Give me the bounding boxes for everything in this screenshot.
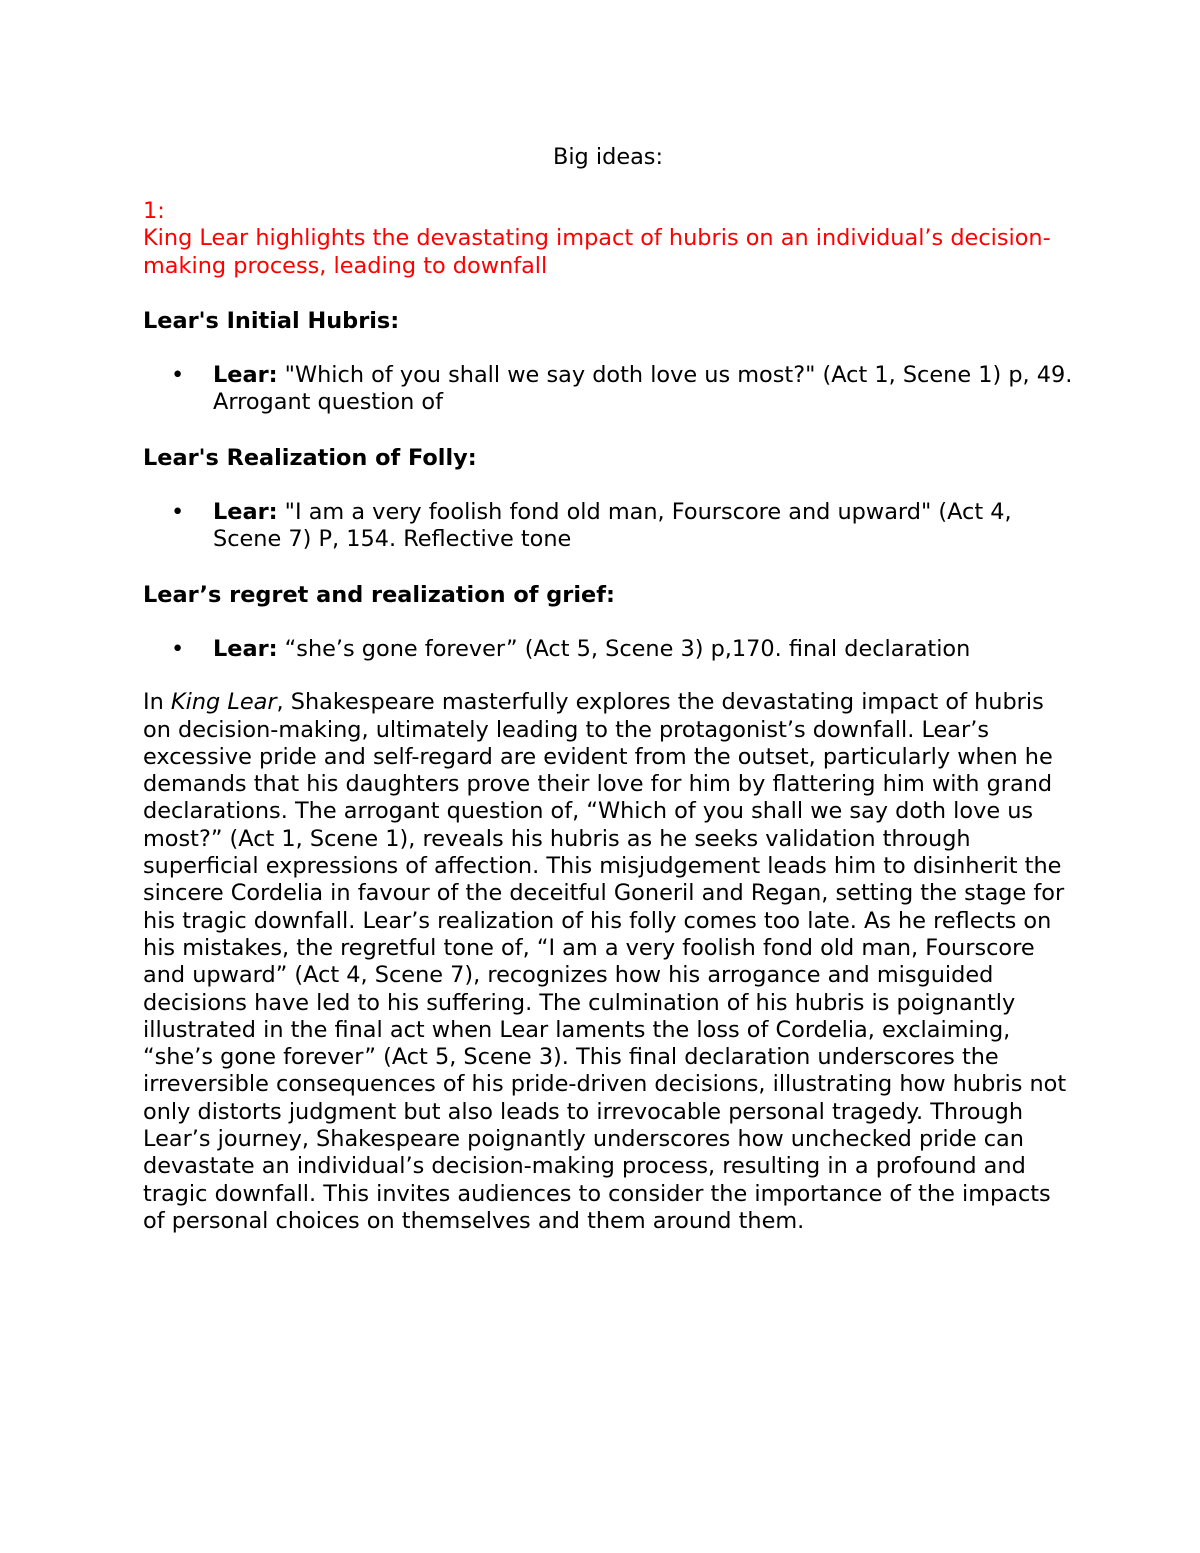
- big-idea-number: 1:: [143, 198, 165, 224]
- quote-text: "I am a very foolish fond old man, Fourscore and upward" (Act 4, Scene 7) P, 154. Reflective tone: [213, 499, 1012, 553]
- bullet-icon: •: [171, 362, 185, 389]
- essay-lead: In: [143, 689, 171, 716]
- big-idea-statement: King Lear highlights the devastating impact of hubris on an individual’s decision- making process, leading to downfall: [143, 225, 1051, 279]
- essay-paragraph: [143, 689, 1073, 1235]
- section-heading-realization-of-folly: Lear's Realization of Folly:: [143, 444, 477, 471]
- essay-play-title: King Lear: [170, 689, 277, 716]
- quote-item: [143, 362, 1073, 417]
- quote-list-regret-and-grief: [143, 636, 1073, 663]
- section-heading-initial-hubris: Lear's Initial Hubris:: [143, 307, 400, 334]
- quote-speaker: Lear:: [213, 362, 278, 389]
- quote-item: [143, 636, 1073, 663]
- quote-speaker: Lear:: [213, 635, 278, 662]
- quote-text: “she’s gone forever” (Act 5, Scene 3) p,170. final declaration: [277, 635, 971, 662]
- quote-item: [143, 499, 1073, 554]
- document-page: [143, 144, 1073, 1235]
- quote-speaker: Lear:: [213, 499, 278, 526]
- quote-list-initial-hubris: [143, 362, 1073, 417]
- essay-body: , Shakespeare masterfully explores the devastating impact of hubris on decision-making, ultimately leading to the protagonist’s downfall. Lear’s excessive pride and self-regard are evident from the outset, particularly when he demands that his daughters prove their love for him by flattering him with grand declarations. The arrogant question of, “Which of you shall we say doth love us most?” (Act 1, Scene 1), reveals his hubris as he seeks validation through superficial expressions of affection. This misjudgement leads him to disinherit the sincere Cordelia in favour of the deceitful Goneril and Regan, setting the stage for his tragic downfall. Lear’s realization of his folly comes too late. As he reflects on his mistakes, the regretful tone of, “I am a very foolish fond old man, Fourscore and upward” (Act 4, Scene 7), recognizes how his arrogance and misguided decisions have led to his suffering. The culmination of his hubris is poignantly illustrated in the final act when Lear laments the loss of Cordelia, exclaiming, “she’s gone forever” (Act 5, Scene 3). This final declaration underscores the irreversible consequences of his pride-driven decisions, illustrating how hubris not only distorts judgment but also leads to irrevocable personal tragedy. Through Lear’s journey, Shakespeare poignantly underscores how unchecked pride can devastate an individual’s decision-making process, resulting in a profound and tragic downfall. This invites audiences to consider the importance of the impacts of personal choices on themselves and them around them.: [143, 689, 1067, 1234]
- quote-list-realization-of-folly: [143, 499, 1073, 554]
- big-idea: [143, 198, 1073, 280]
- bullet-icon: •: [171, 635, 185, 662]
- quote-text: "Which of you shall we say doth love us most?" (Act 1, Scene 1) p, 49. Arrogant question of: [213, 362, 1073, 416]
- bullet-icon: •: [171, 499, 185, 526]
- section-heading-regret-and-grief: Lear’s regret and realization of grief:: [143, 581, 615, 608]
- page-title: Big ideas:: [552, 144, 664, 170]
